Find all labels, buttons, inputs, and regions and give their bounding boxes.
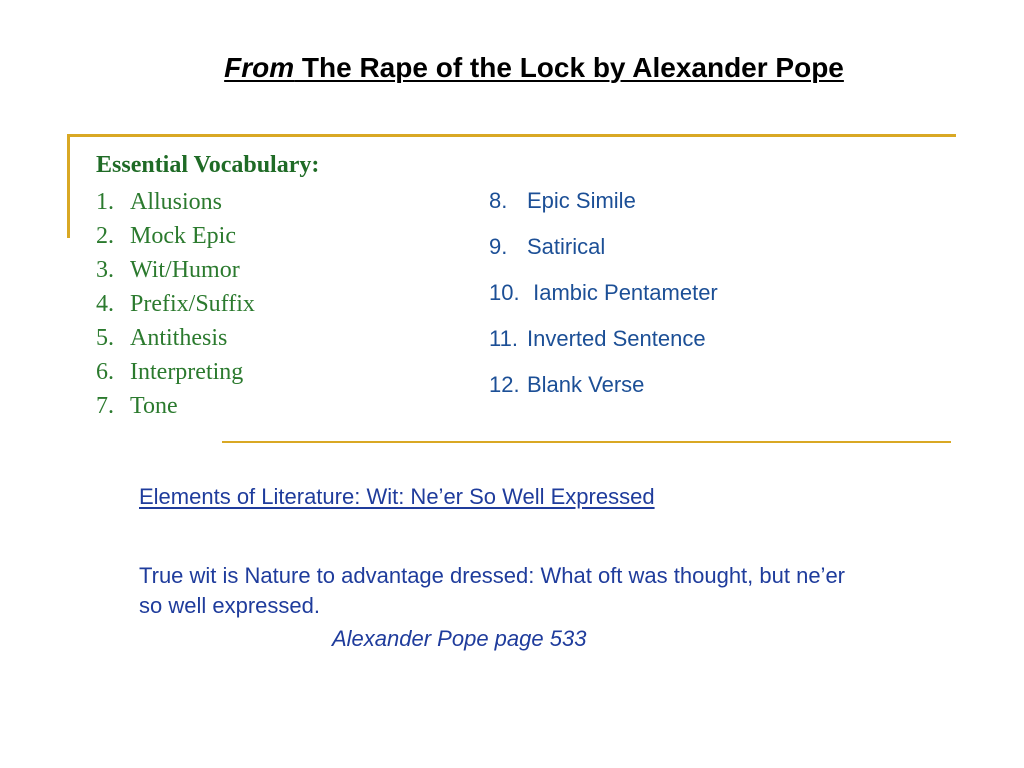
item-label: Satirical [527, 234, 606, 259]
list-item [489, 185, 718, 231]
item-number: 3. [96, 257, 114, 283]
item-number: 9. [489, 234, 508, 259]
item-label: Inverted Sentence [527, 326, 706, 351]
vocabulary-list-right [489, 185, 718, 415]
list-item [489, 231, 718, 277]
title-prefix: From [224, 52, 295, 83]
item-label: Interpreting [130, 359, 244, 385]
item-label: Allusions [130, 189, 223, 215]
item-number: 4. [96, 291, 114, 317]
list-item [489, 277, 718, 323]
list-item [489, 323, 718, 369]
top-divider [67, 134, 956, 137]
list-item [96, 254, 255, 288]
item-label: Wit/Humor [130, 257, 240, 283]
title-text: The Rape of the Lock by Alexander Pope [294, 52, 844, 83]
list-item [96, 356, 255, 390]
vocabulary-heading: Essential Vocabulary: [96, 152, 320, 178]
item-number: 11. [489, 326, 518, 351]
item-number: 6. [96, 359, 114, 385]
pope-quote: True wit is Nature to advantage dressed: What oft was thought, but ne’er so well expressed. [139, 563, 846, 618]
item-number: 5. [96, 325, 114, 351]
list-item [96, 220, 255, 254]
item-label: Mock Epic [130, 223, 236, 249]
item-number: 8. [489, 188, 508, 213]
item-label: Epic Simile [527, 188, 636, 213]
list-item [96, 390, 255, 424]
vocabulary-list-left [96, 186, 255, 424]
item-number: 10. [489, 280, 520, 305]
list-item [96, 322, 255, 356]
list-item [489, 369, 718, 415]
left-divider [67, 134, 70, 238]
item-label: Tone [130, 393, 178, 419]
item-number: 12. [489, 372, 520, 397]
item-label: Prefix/Suffix [130, 291, 255, 317]
list-item [96, 288, 255, 322]
quote-attribution: Alexander Pope page 533 [332, 626, 587, 651]
bottom-divider [222, 441, 951, 443]
item-label: Antithesis [130, 325, 228, 351]
item-label: Blank Verse [527, 372, 645, 397]
slide-title [0, 52, 1024, 84]
item-label: Iambic Pentameter [527, 280, 718, 305]
item-number: 7. [96, 393, 114, 419]
item-number: 2. [96, 223, 114, 249]
elements-of-literature-link[interactable]: Elements of Literature: Wit: Ne’er So Well Expressed [139, 484, 655, 509]
list-item [96, 186, 255, 220]
item-number: 1. [96, 189, 114, 215]
